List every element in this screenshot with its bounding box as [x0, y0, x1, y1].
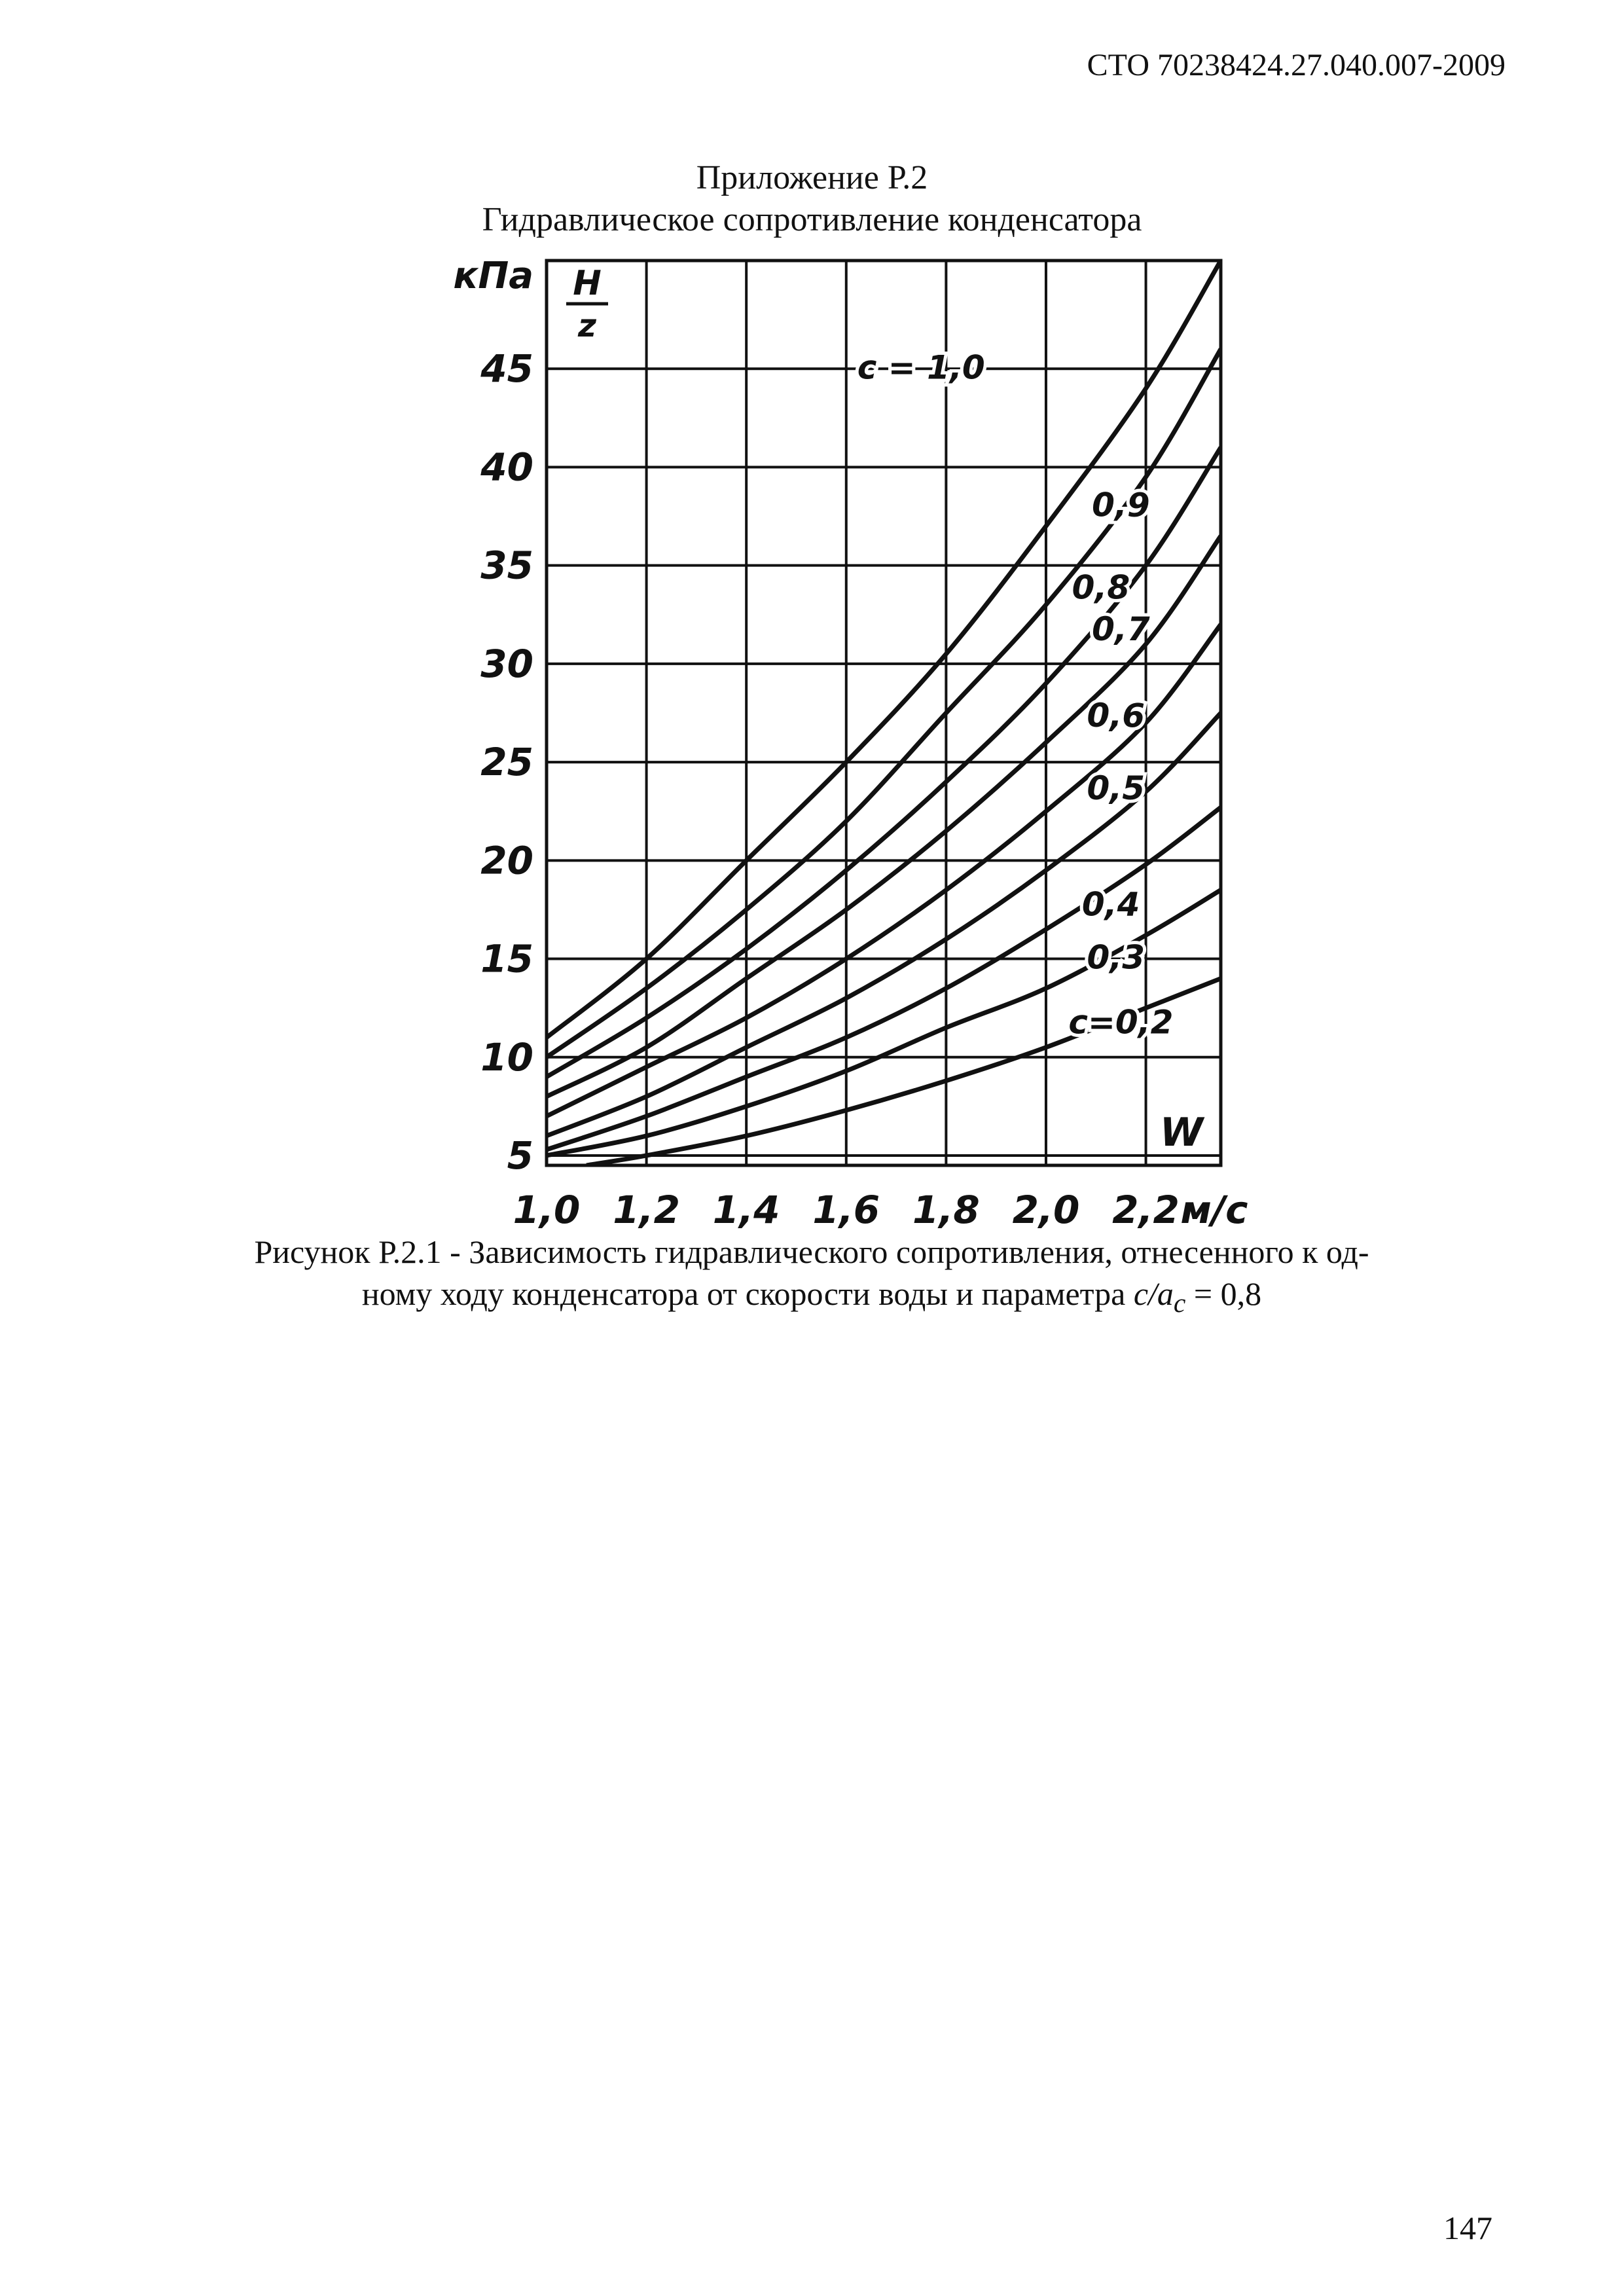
- y-tick-label: 15: [480, 936, 533, 981]
- x-tick-label: 1,4: [712, 1188, 780, 1232]
- caption-line-2-suffix: = 0,8: [1185, 1275, 1262, 1312]
- series-label: 0,6: [1087, 697, 1146, 735]
- y-quantity-numerator: H: [573, 264, 602, 303]
- y-tick-label: 35: [480, 543, 533, 588]
- y-tick-label: 40: [480, 445, 533, 490]
- page-number: 147: [1443, 2210, 1492, 2246]
- x-unit-label: м/с: [1180, 1188, 1248, 1232]
- y-tick-label: 5: [507, 1133, 533, 1178]
- caption-line-2: [131, 1273, 1492, 1324]
- y-tick-label: 10: [480, 1034, 533, 1080]
- x-quantity-label: W: [1159, 1110, 1204, 1156]
- x-tick-label: 2,0: [1012, 1188, 1080, 1232]
- series-label: 0,7: [1092, 610, 1150, 648]
- appendix-title: Приложение Р.2: [696, 159, 928, 196]
- x-tick-label: 1,6: [812, 1188, 880, 1232]
- series-label: с=0,2: [1068, 1003, 1174, 1042]
- y-tick-label: 25: [480, 740, 533, 785]
- x-tick-label: 1,2: [613, 1188, 680, 1232]
- y-tick-label: 45: [480, 346, 533, 392]
- y-quantity-denominator: z: [578, 308, 596, 344]
- x-tick-label: 1,8: [912, 1188, 980, 1232]
- series-label: 0,4: [1081, 885, 1140, 924]
- y-tick-label: 20: [480, 838, 533, 883]
- caption-variable: c/a: [1133, 1275, 1174, 1312]
- y-tick-label: 30: [480, 641, 533, 686]
- series-label: 0,9: [1092, 486, 1150, 524]
- appendix-subtitle: Гидравлическое сопротивление конденсатора: [482, 201, 1142, 238]
- x-tick-label: 2,2: [1112, 1188, 1180, 1232]
- figure-caption: [131, 1231, 1492, 1324]
- series-label: с = 1,0: [857, 348, 985, 387]
- series-label: 0,5: [1087, 769, 1146, 808]
- caption-line-2-prefix: ному ходу конденсатора от скорости воды и параметра: [361, 1275, 1134, 1312]
- caption-line-1: Рисунок Р.2.1 - Зависимость гидравлического сопротивления, отнесенного к од-: [254, 1233, 1369, 1270]
- document-code: СТО 70238424.27.040.007-2009: [1087, 48, 1506, 82]
- x-tick-label: 1,0: [513, 1188, 581, 1232]
- series-label: 0,3: [1087, 938, 1146, 977]
- y-unit-label: кПа: [453, 255, 533, 297]
- caption-variable-subscript: c: [1173, 1288, 1186, 1319]
- series-label: 0,8: [1072, 568, 1130, 607]
